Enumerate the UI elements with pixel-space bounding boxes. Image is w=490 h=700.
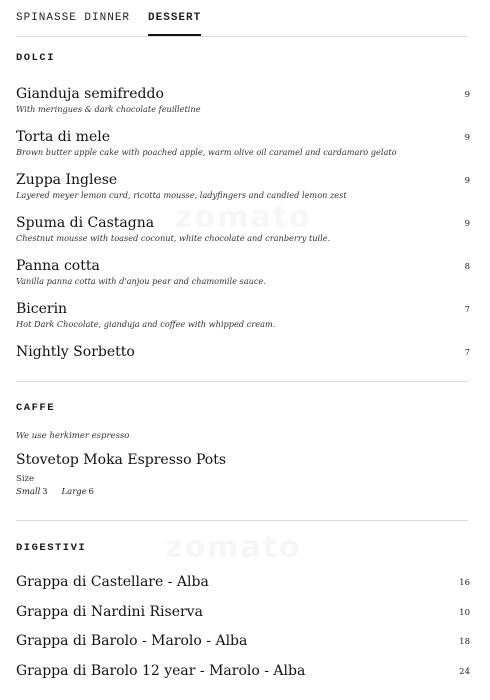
item-price: 9: [464, 176, 470, 186]
size-options: [16, 487, 94, 497]
item-price: 9: [464, 219, 470, 229]
item-name: Grappa di Castellare - Alba: [16, 574, 209, 590]
menu-item: [16, 663, 470, 679]
item-price: 9: [464, 133, 470, 143]
item-description: Hot Dark Chocolate, gianduja and coffee with whipped cream.: [16, 319, 276, 329]
item-description: Brown butter apple cake with poached apple, warm olive oil caramel and cardamaro gelato: [16, 147, 397, 157]
menu-item: [16, 633, 470, 649]
item-description: With meringues & dark chocolate feuilletine: [16, 104, 201, 114]
item-price: 18: [459, 637, 470, 647]
size-label: Size: [16, 474, 35, 484]
menu-item: [16, 215, 470, 243]
item-price: 7: [464, 348, 470, 358]
menu-item: [16, 344, 470, 360]
section-divider: [16, 381, 468, 382]
item-price: 10: [459, 608, 470, 618]
item-name: Zuppa Inglese: [16, 172, 118, 188]
menu-item: [16, 172, 470, 200]
watermark: [165, 530, 302, 565]
menu-item: [16, 301, 470, 329]
item-price: 16: [459, 578, 470, 588]
item-description: Chestnut mousse with toased coconut, white chocolate and cranberry tuile.: [16, 233, 331, 243]
item-description: Layered meyer lemon curd, ricotta mousse, ladyfingers and candied lemon zest: [16, 190, 347, 200]
item-name: Grappa di Barolo 12 year - Marolo - Alba: [16, 663, 306, 679]
menu-item: [16, 604, 470, 620]
menu-tabs: [16, 12, 201, 36]
item-name: Panna cotta: [16, 258, 100, 274]
item-name: Torta di mele: [16, 129, 111, 145]
item-name: Gianduja semifreddo: [16, 86, 164, 102]
menu-item: [16, 129, 470, 157]
item-price: 9: [464, 90, 470, 100]
size-option: Large 6: [61, 487, 94, 497]
section-title-dolci: DOLCI: [16, 52, 56, 64]
size-option: Small 3: [16, 487, 48, 497]
tabs-divider: [16, 36, 468, 37]
item-description: Vanilla panna cotta with d'anjou pear and chamomile sauce.: [16, 276, 266, 286]
menu-item: [16, 86, 470, 114]
item-price: 7: [464, 305, 470, 315]
menu-item: [16, 452, 470, 468]
section-title-caffe: CAFFE: [16, 402, 56, 414]
item-name: Nightly Sorbetto: [16, 344, 135, 360]
item-name: Grappa di Barolo - Marolo - Alba: [16, 633, 248, 649]
caffe-note: We use herkimer espresso: [16, 431, 130, 441]
tab-spinasse-dinner[interactable]: SPINASSE DINNER: [16, 12, 131, 24]
item-name: Bicerin: [16, 301, 68, 317]
item-name: Grappa di Nardini Riserva: [16, 604, 203, 620]
tab-dessert[interactable]: DESSERT: [148, 12, 201, 36]
item-name: Spuma di Castagna: [16, 215, 155, 231]
item-name: Stovetop Moka Espresso Pots: [16, 452, 227, 468]
menu-item: [16, 574, 470, 590]
section-title-digestivi: DIGESTIVI: [16, 542, 87, 554]
item-price: 24: [459, 667, 470, 677]
section-divider: [16, 520, 468, 521]
item-price: 8: [464, 262, 470, 272]
menu-item: [16, 258, 470, 286]
